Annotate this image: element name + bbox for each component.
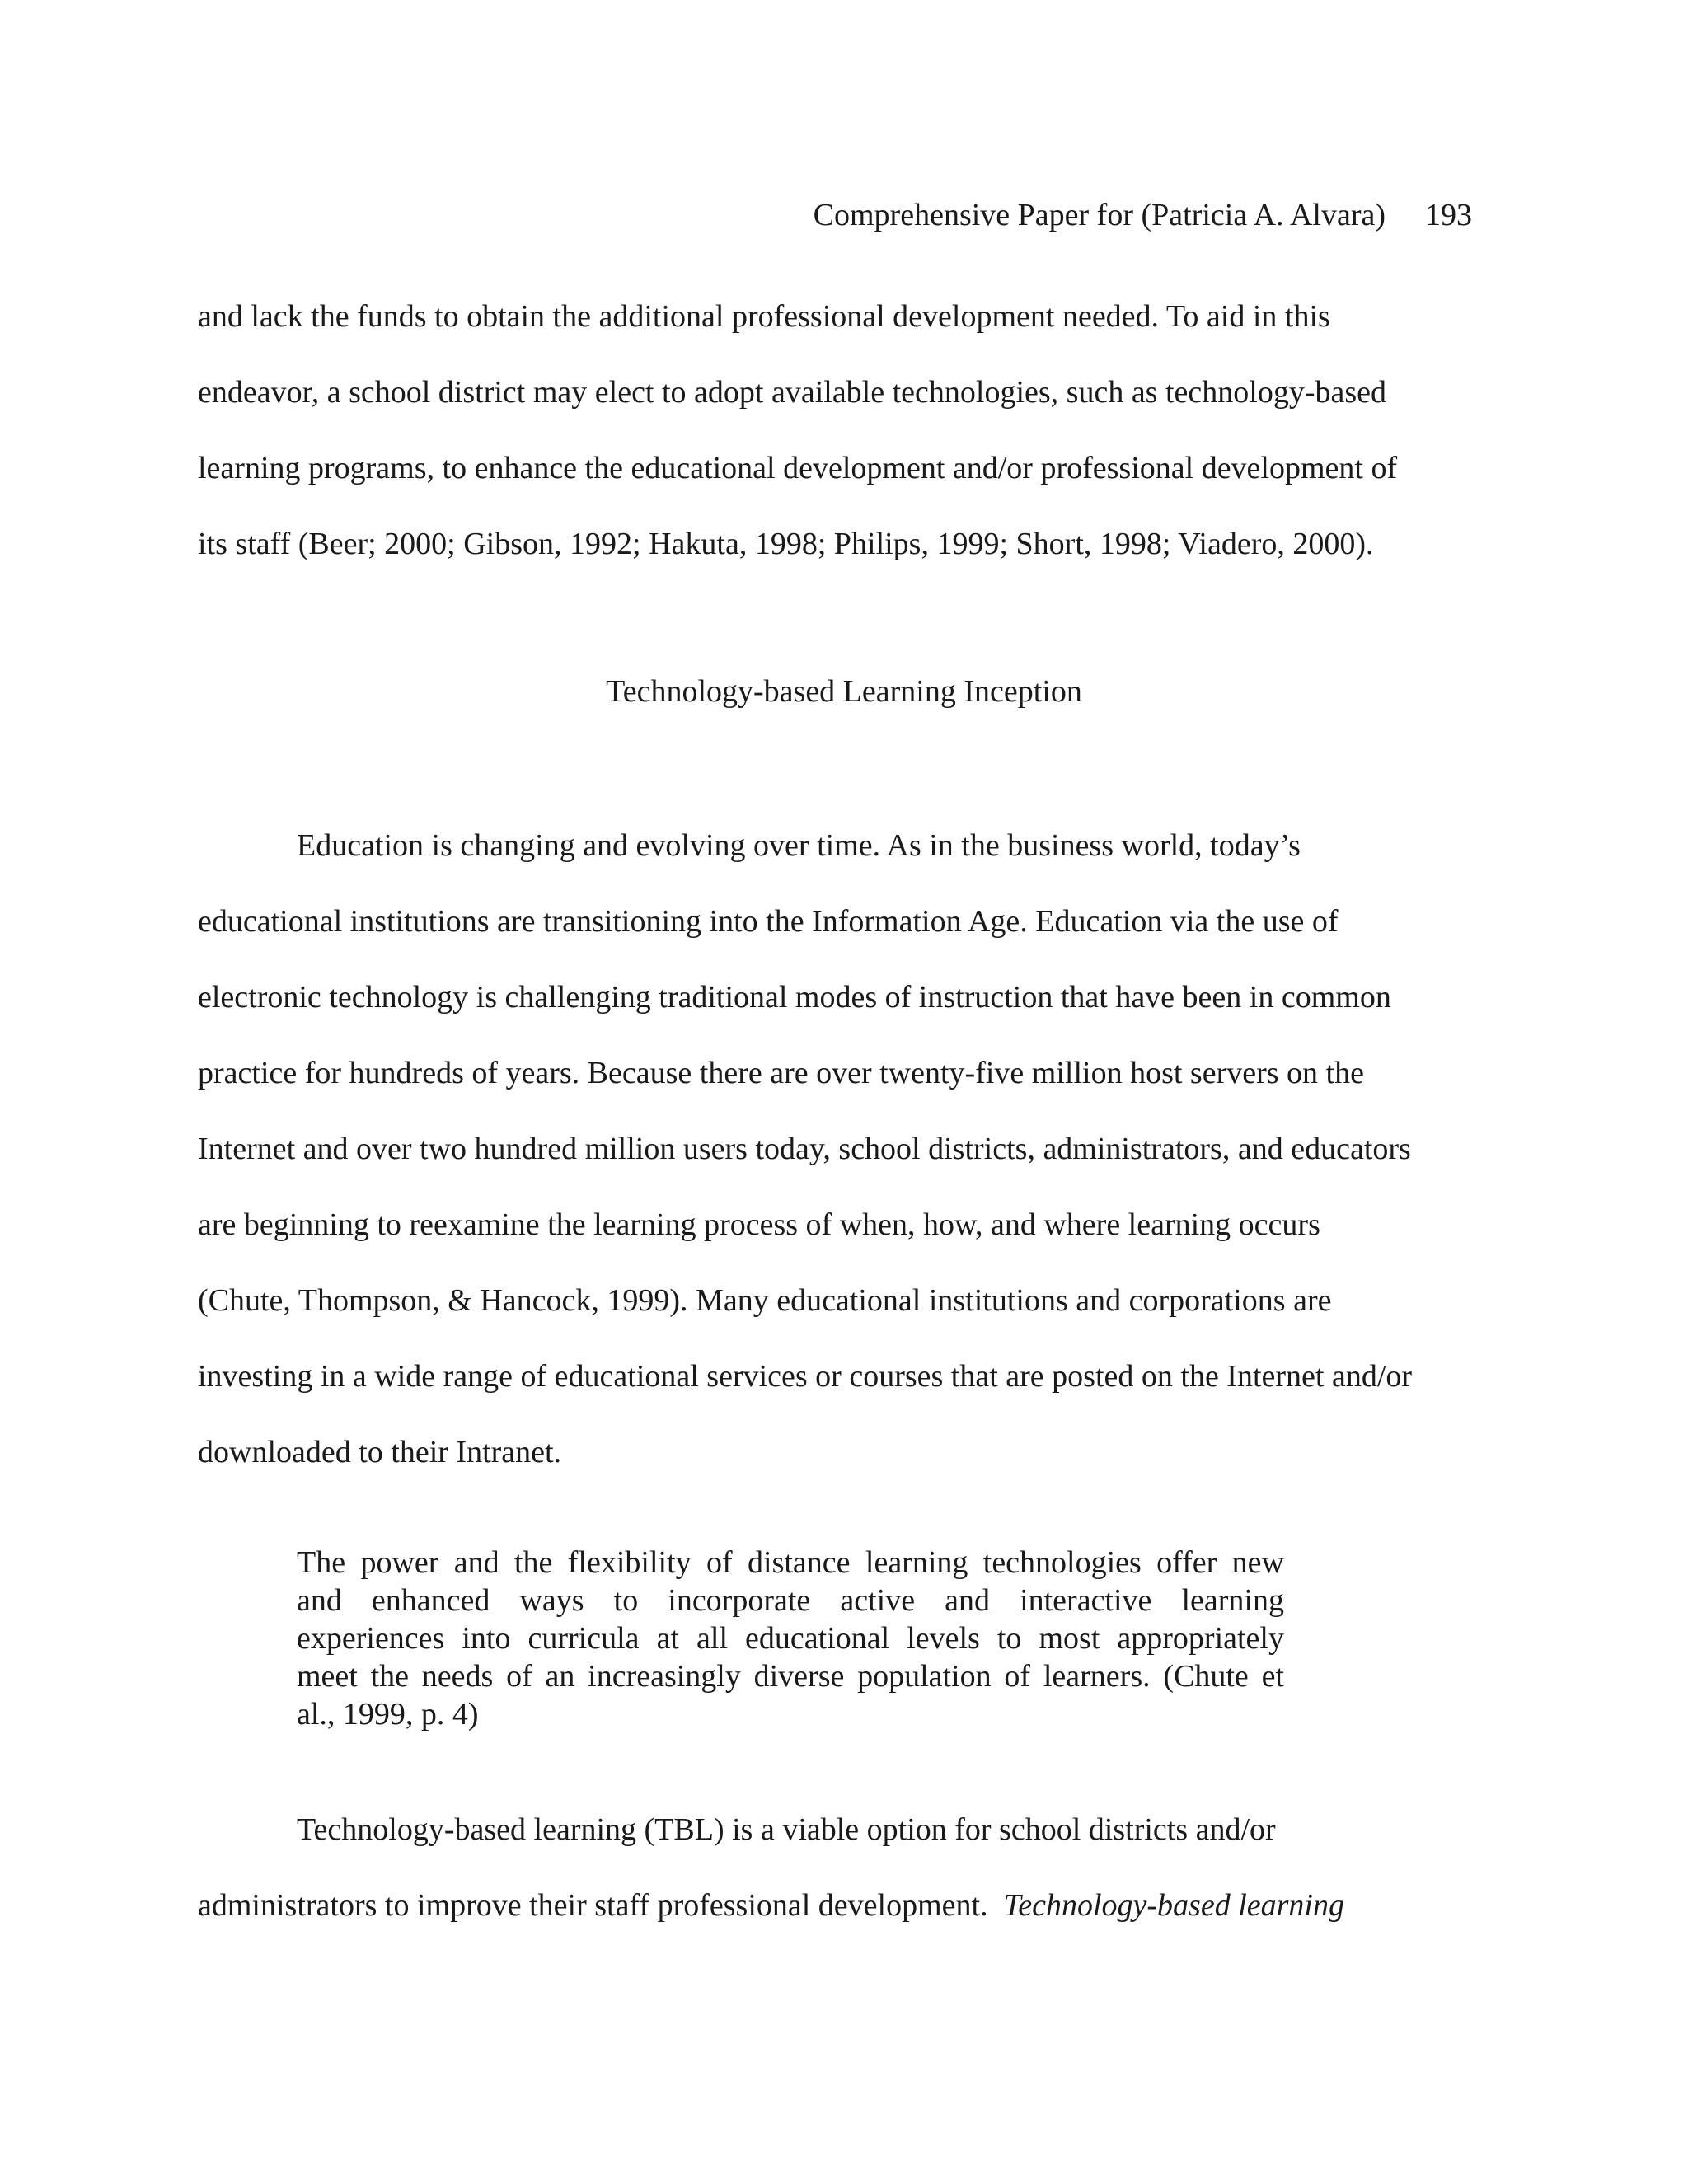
running-head	[814, 196, 1472, 234]
quote-line: and enhanced ways to incorporate active and interactive learning	[297, 1583, 1284, 1618]
paragraph-line	[198, 1868, 1484, 1943]
block-quote	[297, 1544, 1284, 1733]
paragraph-line: learning programs, to enhance the educational development and/or professional development of	[198, 451, 1398, 485]
paragraph-line: (Chute, Thompson, & Hancock, 1999). Many educational institutions and corporations are	[198, 1283, 1332, 1318]
paragraph-line: are beginning to reexamine the learning process of when, how, and where learning occurs	[198, 1207, 1320, 1242]
paragraph-line: practice for hundreds of years. Because there are over twenty-five million host servers on the	[198, 1056, 1364, 1090]
paragraph-line: downloaded to their Intranet.	[198, 1435, 562, 1469]
page-number: 193	[1425, 198, 1472, 232]
running-title: Comprehensive Paper for (Patricia A. Alvara)	[813, 198, 1386, 232]
quote-line: experiences into curricula at all educational levels to most appropriately	[297, 1621, 1284, 1656]
paragraph-line: endeavor, a school district may elect to adopt available technologies, such as technology-based	[198, 375, 1386, 410]
section-heading: Technology-based Learning Inception	[606, 674, 1082, 709]
paragraph-line: educational institutions are transitioning into the Information Age. Education via the use of	[198, 904, 1339, 939]
paragraph-text: administrators to improve their staff professional development.	[198, 1888, 1004, 1923]
paragraph-1	[198, 279, 1484, 582]
paragraph-2	[198, 808, 1484, 1490]
italic-term: Technology-based learning	[1003, 1888, 1344, 1923]
quote-line: meet the needs of an increasingly diverse population of learners. (Chute et	[297, 1659, 1284, 1694]
quote-line: al., 1999, p. 4)	[297, 1697, 479, 1732]
quote-line: The power and the flexibility of distance learning technologies offer new	[297, 1545, 1284, 1580]
paragraph-line: investing in a wide range of educational services or courses that are posted on the Internet and/or	[198, 1359, 1413, 1394]
paragraph-line: Education is changing and evolving over time. As in the business world, today’s	[297, 828, 1301, 863]
paragraph-line: its staff (Beer; 2000; Gibson, 1992; Hakuta, 1998; Philips, 1999; Short, 1998; Viadero, 2000).	[198, 527, 1374, 561]
paragraph-line: Internet and over two hundred million users today, school districts, administrators, and educators	[198, 1132, 1411, 1166]
paragraph-3	[198, 1792, 1484, 1943]
paragraph-line: Technology-based learning (TBL) is a viable option for school districts and/or	[297, 1812, 1276, 1847]
paragraph-line: and lack the funds to obtain the additional professional development needed. To aid in this	[198, 299, 1330, 334]
paragraph-line: electronic technology is challenging traditional modes of instruction that have been in common	[198, 980, 1391, 1015]
